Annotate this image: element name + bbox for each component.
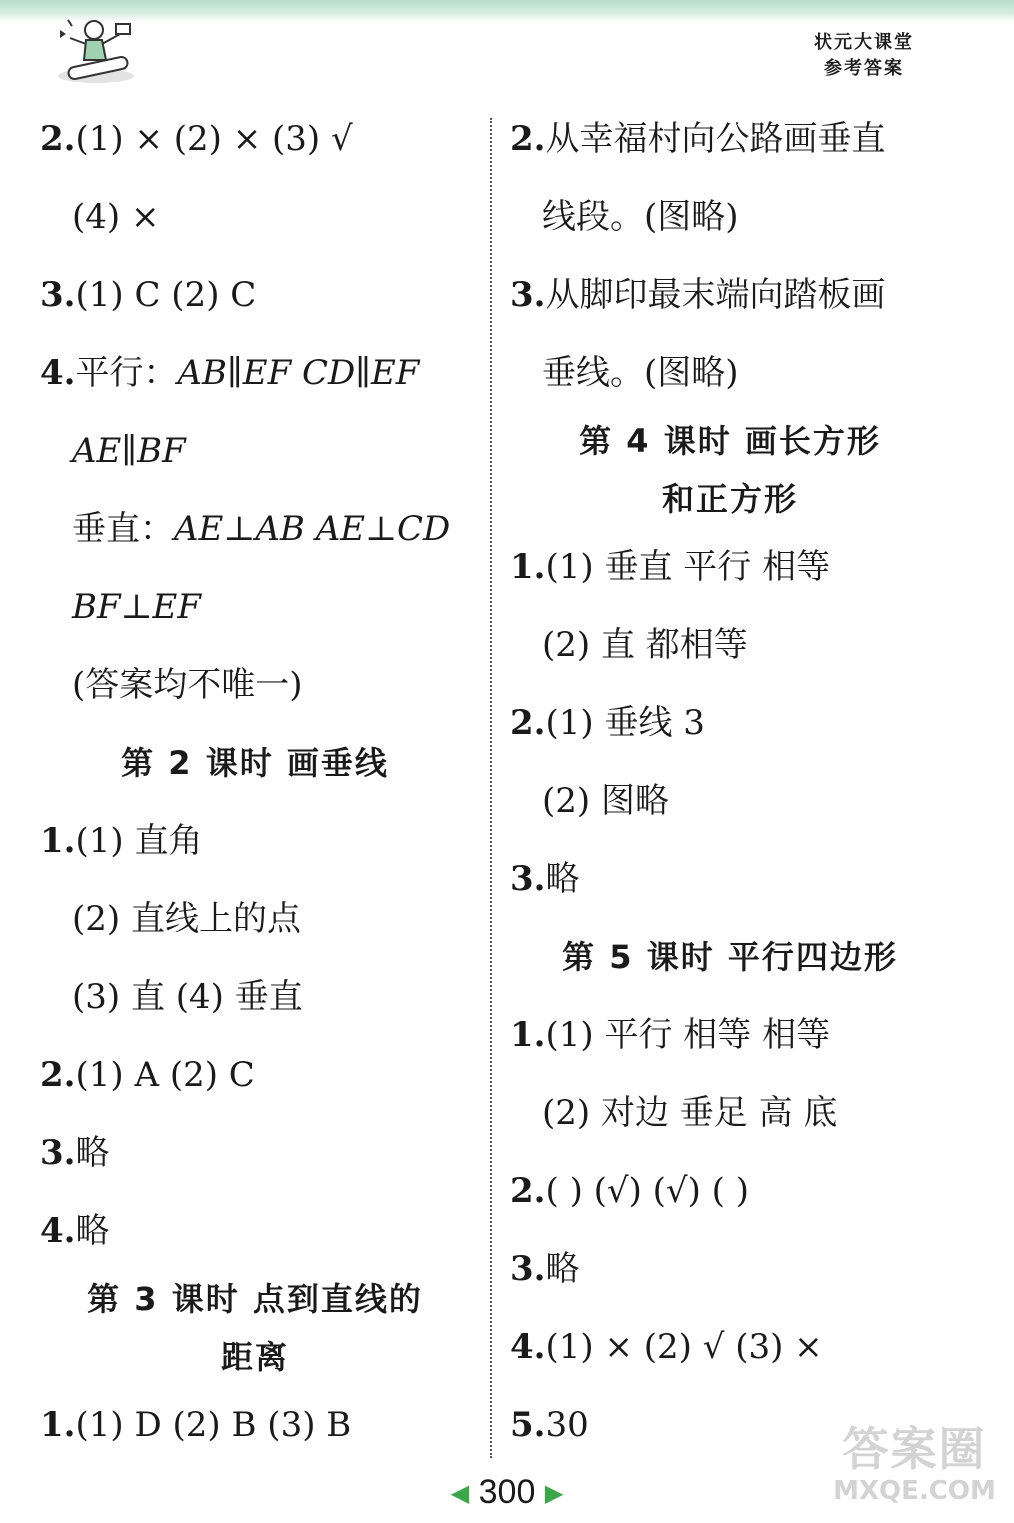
arrow-right-icon: ▶ xyxy=(544,1480,564,1508)
answer-text: ( ) (√) (√) ( ) xyxy=(545,1171,749,1211)
answer-text: (1) 直角 xyxy=(75,821,203,861)
arrow-left-icon: ◀ xyxy=(450,1480,470,1508)
answer-text: 从幸福村向公路画垂直 xyxy=(545,119,886,159)
answer-text: AB∥EF CD∥EF xyxy=(177,353,420,393)
answer-text: (1) D (2) B (3) B xyxy=(75,1405,352,1445)
answer-line xyxy=(510,1308,950,1386)
answer-text: 垂线。(图略) xyxy=(542,353,739,393)
section-heading-line: 距离 xyxy=(220,1338,289,1376)
section-heading-line: 和正方形 xyxy=(661,480,798,518)
question-number: 2. xyxy=(510,119,546,159)
answer-line xyxy=(40,1386,470,1464)
page-number: 300 xyxy=(478,1473,536,1511)
question-number: 2. xyxy=(40,1055,76,1095)
question-number: 4. xyxy=(510,1327,546,1367)
question-number: 4. xyxy=(40,1211,76,1251)
answer-text: 略 xyxy=(75,1133,110,1173)
answer-line xyxy=(40,412,470,490)
question-number: 4. xyxy=(40,353,76,393)
question-number: 3. xyxy=(40,275,76,315)
question-number: 3. xyxy=(510,1249,546,1289)
answer-text: (2) 直 都相等 xyxy=(542,625,748,665)
question-number: 3. xyxy=(510,859,546,899)
answer-line xyxy=(510,996,950,1074)
watermark xyxy=(827,1421,1002,1511)
brand-block xyxy=(814,30,914,82)
question-number: 1. xyxy=(510,547,546,587)
answer-line xyxy=(40,256,470,334)
answer-label: 垂直： xyxy=(72,509,174,549)
answer-text: (1) 平行 相等 相等 xyxy=(545,1015,831,1055)
answer-line xyxy=(40,334,470,412)
answer-text: AE⊥AB AE⊥CD xyxy=(174,509,451,549)
answer-text: (1) × (2) × (3) √ xyxy=(75,119,353,159)
brand-subtitle: 参考答案 xyxy=(824,58,904,79)
answer-text: (3) 直 (4) 垂直 xyxy=(72,977,303,1017)
answer-text: 从脚印最末端向踏板画 xyxy=(545,275,886,315)
answer-text: (1) 垂线 3 xyxy=(545,703,705,743)
watermark-logo-text: 答案圈 xyxy=(842,1422,987,1476)
answer-text: (4) × xyxy=(72,197,160,237)
answer-line xyxy=(40,1036,470,1114)
answer-line xyxy=(510,684,950,762)
section-heading xyxy=(510,412,950,528)
answer-line xyxy=(510,606,950,684)
answer-text: (2) 图略 xyxy=(542,781,669,821)
answer-line xyxy=(40,880,470,958)
question-number: 3. xyxy=(40,1133,76,1173)
answer-line xyxy=(510,178,950,256)
question-number: 5. xyxy=(510,1405,546,1445)
section-heading: 第 2 课时 画垂线 xyxy=(121,744,389,782)
question-number: 2. xyxy=(510,703,546,743)
answer-text: 略 xyxy=(545,1249,580,1289)
section-heading-line: 第 4 课时 画长方形 xyxy=(579,422,881,460)
answer-line xyxy=(40,1192,470,1270)
answer-line xyxy=(40,178,470,256)
answer-text: (1) A (2) C xyxy=(75,1055,255,1095)
answer-line xyxy=(510,100,950,178)
answer-text: (2) 直线上的点 xyxy=(72,899,301,939)
answer-text: (2) 对边 垂足 高 底 xyxy=(542,1093,838,1133)
answer-text: BF⊥EF xyxy=(72,587,201,627)
question-number: 2. xyxy=(510,1171,546,1211)
header-band xyxy=(0,0,1014,22)
answer-line xyxy=(40,646,470,724)
student-reading-logo-icon xyxy=(46,8,146,88)
answer-line xyxy=(40,568,470,646)
answer-text: 30 xyxy=(545,1405,589,1445)
answer-text: 略 xyxy=(545,859,580,899)
right-column xyxy=(510,100,950,1464)
question-number: 3. xyxy=(510,275,546,315)
answer-line xyxy=(510,256,950,334)
answer-line xyxy=(510,1152,950,1230)
answer-line xyxy=(510,840,950,918)
left-column xyxy=(40,100,470,1464)
brand-title: 状元大课堂 xyxy=(814,32,914,53)
answer-line xyxy=(510,528,950,606)
answer-line xyxy=(510,762,950,840)
answer-line xyxy=(40,100,470,178)
answer-text: (1) × (2) √ (3) × xyxy=(545,1327,823,1367)
watermark-url: MXQE.COM xyxy=(833,1476,996,1506)
answer-line xyxy=(510,334,950,412)
section-heading: 第 5 课时 平行四边形 xyxy=(562,938,898,976)
answer-line xyxy=(510,1230,950,1308)
column-divider xyxy=(490,118,492,1458)
answer-note: (答案均不唯一) xyxy=(72,665,303,705)
answer-label: 平行： xyxy=(75,353,178,393)
answer-line xyxy=(40,958,470,1036)
section-heading xyxy=(40,1270,470,1386)
question-number: 1. xyxy=(510,1015,546,1055)
answer-text: 略 xyxy=(75,1211,110,1251)
answer-line xyxy=(40,802,470,880)
section-heading-line: 第 3 课时 点到直线的 xyxy=(87,1280,423,1318)
answer-text: 线段。(图略) xyxy=(542,197,739,237)
answer-line xyxy=(40,1114,470,1192)
answer-line xyxy=(40,490,470,568)
question-number: 2. xyxy=(40,119,76,159)
answer-text: (1) C (2) C xyxy=(75,275,257,315)
question-number: 1. xyxy=(40,1405,76,1445)
answer-line xyxy=(510,1074,950,1152)
question-number: 1. xyxy=(40,821,76,861)
answer-text: AE∥BF xyxy=(72,431,186,471)
answer-text: (1) 垂直 平行 相等 xyxy=(545,547,831,587)
